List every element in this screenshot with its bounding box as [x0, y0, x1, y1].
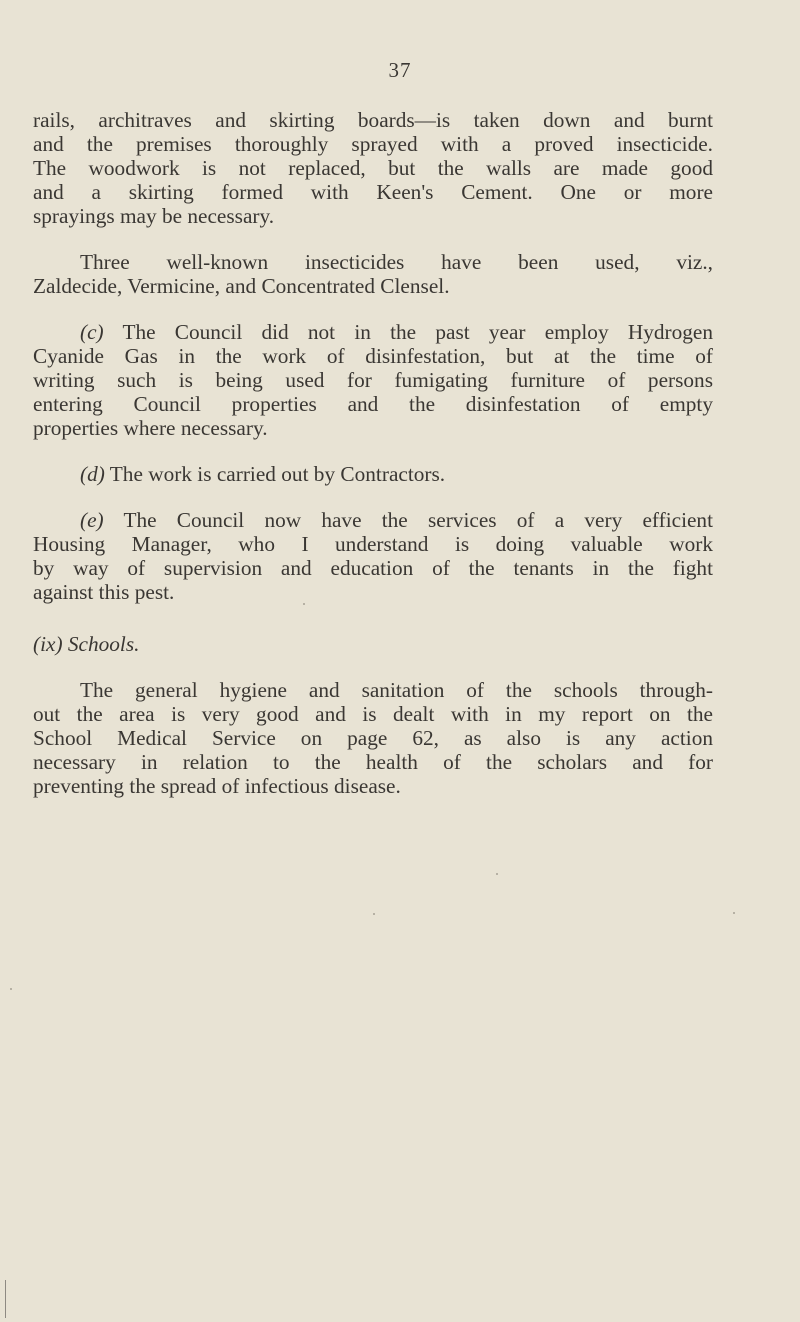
- text-line: Housing Manager, who I understand is doing valuable work: [33, 532, 713, 556]
- section-number: (ix): [33, 632, 63, 656]
- paper-speck: [10, 988, 12, 990]
- item-marker: (c): [80, 320, 104, 344]
- text-line: The woodwork is not replaced, but the walls are made good: [33, 156, 713, 180]
- text-line: and the premises thoroughly sprayed with a proved insecticide.: [33, 132, 713, 156]
- text-line: School Medical Service on page 62, as also is any action: [33, 726, 713, 750]
- text-line-content: The work is carried out by Contractors.: [104, 462, 446, 486]
- paper-speck: [303, 603, 305, 605]
- section-heading-schools: [33, 632, 713, 656]
- text-line: entering Council properties and the disinfestation of empty: [33, 392, 713, 416]
- text-line-content: The Council did not in the past year employ Hydrogen: [103, 320, 713, 344]
- paragraph-schools: [33, 678, 713, 798]
- item-marker: (d): [80, 462, 105, 486]
- paper-speck: [373, 913, 375, 915]
- text-line: and a skirting formed with Keen's Cement. One or more: [33, 180, 713, 204]
- text-line: by way of supervision and education of the tenants in the fight: [33, 556, 713, 580]
- page-edge-mark: [5, 1280, 6, 1318]
- paragraph-c-hydrogen-cyanide: [33, 320, 713, 440]
- paragraph-d-contractors: [33, 462, 713, 486]
- text-line: Three well-known insecticides have been used, viz.,: [80, 250, 713, 274]
- text-line: necessary in relation to the health of the scholars and for: [33, 750, 713, 774]
- text-line: [33, 320, 713, 344]
- item-marker: (e): [80, 508, 104, 532]
- text-line: properties where necessary.: [33, 416, 268, 440]
- text-line: Zaldecide, Vermicine, and Concentrated Clensel.: [33, 274, 450, 298]
- text-line: [33, 462, 713, 486]
- text-line: writing such is being used for fumigating furniture of persons: [33, 368, 713, 392]
- text-line: against this pest.: [33, 580, 175, 604]
- text-line: Cyanide Gas in the work of disinfestation, but at the time of: [33, 344, 713, 368]
- paragraph-e-housing-manager: [33, 508, 713, 604]
- paragraph-insecticides: [33, 250, 713, 298]
- paper-speck: [496, 873, 498, 875]
- paper-speck: [733, 912, 735, 914]
- text-line: [33, 508, 713, 532]
- text-line: preventing the spread of infectious disease.: [33, 774, 401, 798]
- page-number: 37: [388, 58, 412, 82]
- text-line: out the area is very good and is dealt with in my report on the: [33, 702, 713, 726]
- text-line-content: The Council now have the services of a very efficient: [103, 508, 713, 532]
- paragraph-disinfestation-procedure: [33, 108, 713, 228]
- text-line: sprayings may be necessary.: [33, 204, 275, 228]
- body-text: [33, 108, 713, 820]
- text-line: The general hygiene and sanitation of the schools through-: [80, 678, 713, 702]
- text-line: rails, architraves and skirting boards—is taken down and burnt: [33, 108, 713, 132]
- section-title: Schools.: [62, 632, 140, 656]
